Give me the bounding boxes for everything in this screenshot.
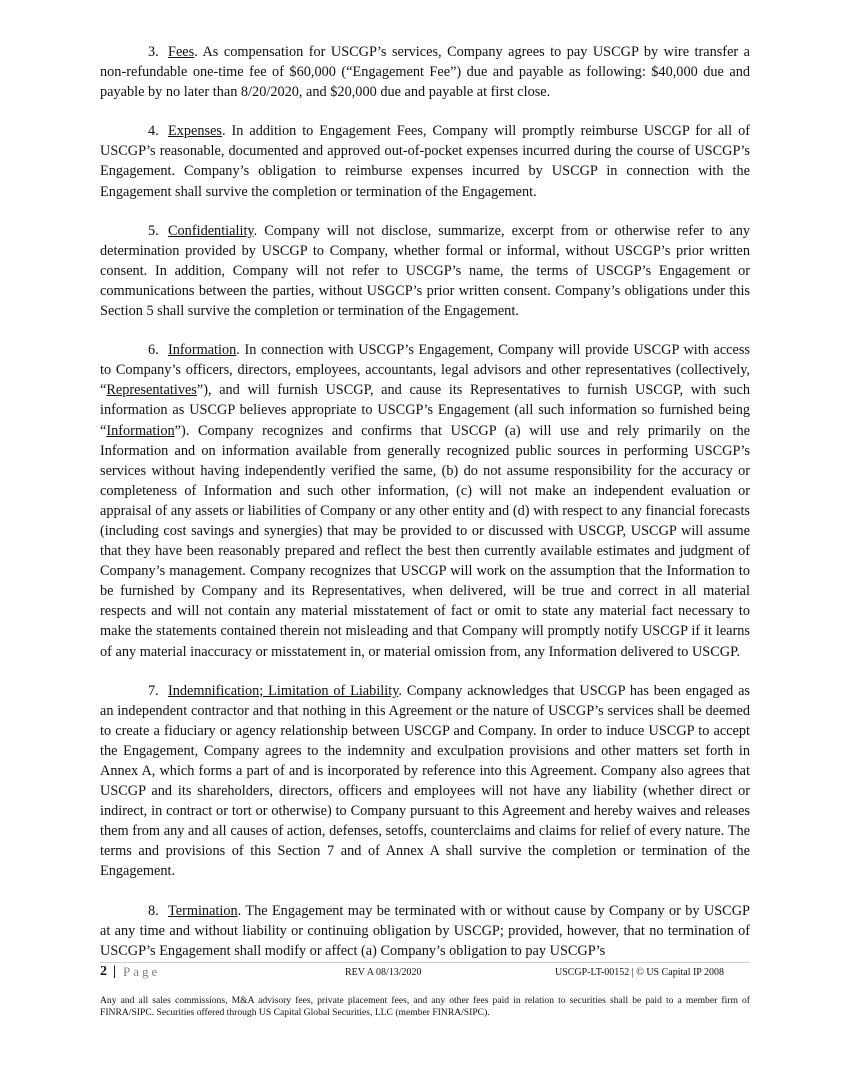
- revision-label: REV A 08/13/2020: [345, 967, 422, 978]
- section-fees: [100, 42, 750, 102]
- page-footer: [100, 966, 750, 984]
- footer-disclaimer: Any and all sales commissions, M&A advisory fees, private placement fees, and any other fees paid in relation to securities shall be paid to a member firm of FINRA/SIPC. Securities offered through US Capital Global Securities, LLC (member FINRA/SIPC).: [100, 995, 750, 1018]
- section-text: . In addition to Engagement Fees, Company will promptly reimburse USCGP for all of USCGP’s reasonable, documented and approved out-of-pocket expenses incurred during the course of USCGP’s Engagement. Company’s obligation to reimburse expenses incurred by USCGP in connection with the Engagement shall survive the completion or termination of the Engagement.: [100, 123, 750, 200]
- section-title: Indemnification; Limitation of Liability: [168, 682, 399, 699]
- section-title: Termination: [168, 902, 238, 919]
- section-text: . The Engagement may be terminated with or without cause by Company or by USCGP at any time and without liability or continuing obligation by USCGP; provided, however, that no termination of USCGP’s Engagement shall modify or affect (a) Company’s obligation to pay USCGP’s: [100, 902, 750, 959]
- defined-term-information: Information: [106, 422, 175, 439]
- section-text: . Company will not disclose, summarize, excerpt from or otherwise refer to any determination provided by USCGP to Company, whether formal or informal, without USCGP’s prior written consent. In addition, Company will not refer to USCGP’s name, the terms of USCGP’s Engagement or communications between the parties, without USGCP’s prior written consent. Company’s obligations under this Section 5 shall survive the completion or termination of the Engagement.: [100, 222, 750, 320]
- document-body: [100, 42, 750, 980]
- footer-divider: [100, 962, 750, 963]
- section-indemnification: [100, 681, 750, 882]
- section-text: ”), and will furnish USCGP, and cause its Representatives to furnish USCGP, with such information as USCGP believes appropriate to USCGP’s Engagement (all such information so furnished being “: [100, 382, 750, 439]
- document-reference: USCGP-LT-00152 | © US Capital IP 2008: [554, 967, 724, 978]
- section-number: 4.: [148, 123, 159, 140]
- section-text: . Company acknowledges that USCGP has been engaged as an independent contractor and that nothing in this Agreement or the nature of USCGP’s services shall be deemed to create a fiduciary or agency relationship between USCGP and Company. In order to induce USCGP to accept the Engagement, Company agrees to the indemnity and exculpation provisions and other matters set forth in Annex A, which forms a part of and is incorporated by reference into this Agreement. Company also agrees that USCGP and its shareholders, directors, officers and employees will not have any liability (whether direct or indirect, in contract or tort or otherwise) to Company pursuant to this Agreement and hereby waives and releases them from any and all causes of action, defenses, setoffs, counterclaims and claims for relief of every nature. The terms and provisions of this Section 7 and of Annex A shall survive the completion or termination of the Engagement.: [100, 682, 750, 880]
- section-termination: [100, 901, 750, 961]
- section-title: Fees: [168, 44, 195, 60]
- section-text: . In connection with USCGP’s Engagement, Company will provide USCGP with access to Company’s officers, directors, employees, accountants, legal advisors and other representatives (collectively, “: [100, 342, 750, 399]
- section-text: . As compensation for USCGP’s services, Company agrees to pay USCGP by wire transfer a non-refundable one-time fee of $60,000 (“Engagement Fee”) due and payable as following: $40,000 due and payable by no later than 8/20/2020, and $20,000 due and payable at first close.: [100, 44, 750, 101]
- section-title: Information: [168, 342, 237, 359]
- section-expenses: [100, 121, 750, 201]
- section-text: ”). Company recognizes and confirms that USCGP (a) will use and rely primarily on the Information and on information available from generally recognized public sources in performing USCGP’s services without having independently verified the same, (b) do not assume responsibility for the accuracy or completeness of Information and such other information, (c) will not make an independent evaluation or appraisal of any assets or liabilities of Company or any other entity and (d) with respect to any financial forecasts (including cost savings and synergies) that may be provided to or discussed with USCGP, USCGP will assume that they have been reasonably prepared and reflect the best then currently available estimates and judgment of Company’s management. Company recognizes that USCGP will work on the assumption that the Information to be furnished by Company and its Representatives, when delivered, will be true and correct in all material respects and will not contain any material misstatement of fact or omit to state any material fact necessary to make the statements contained therein not misleading and that Company will promptly notify USCGP if it learns of any material inaccuracy or misstatement in, or material omission from, any Information delivered to USCGP.: [100, 422, 750, 660]
- section-information: [100, 340, 750, 662]
- section-number: 7.: [148, 682, 159, 699]
- section-number: 3.: [148, 44, 159, 60]
- section-title: Confidentiality: [168, 222, 254, 239]
- section-number: 8.: [148, 902, 159, 919]
- page-separator: |: [113, 964, 117, 979]
- section-number: 6.: [148, 342, 159, 359]
- section-title: Expenses: [168, 123, 222, 140]
- section-number: 5.: [148, 222, 159, 239]
- page-label: Page: [123, 964, 161, 979]
- page-number: 2: [100, 964, 107, 979]
- defined-term-representatives: Representatives: [106, 382, 197, 399]
- section-confidentiality: [100, 221, 750, 321]
